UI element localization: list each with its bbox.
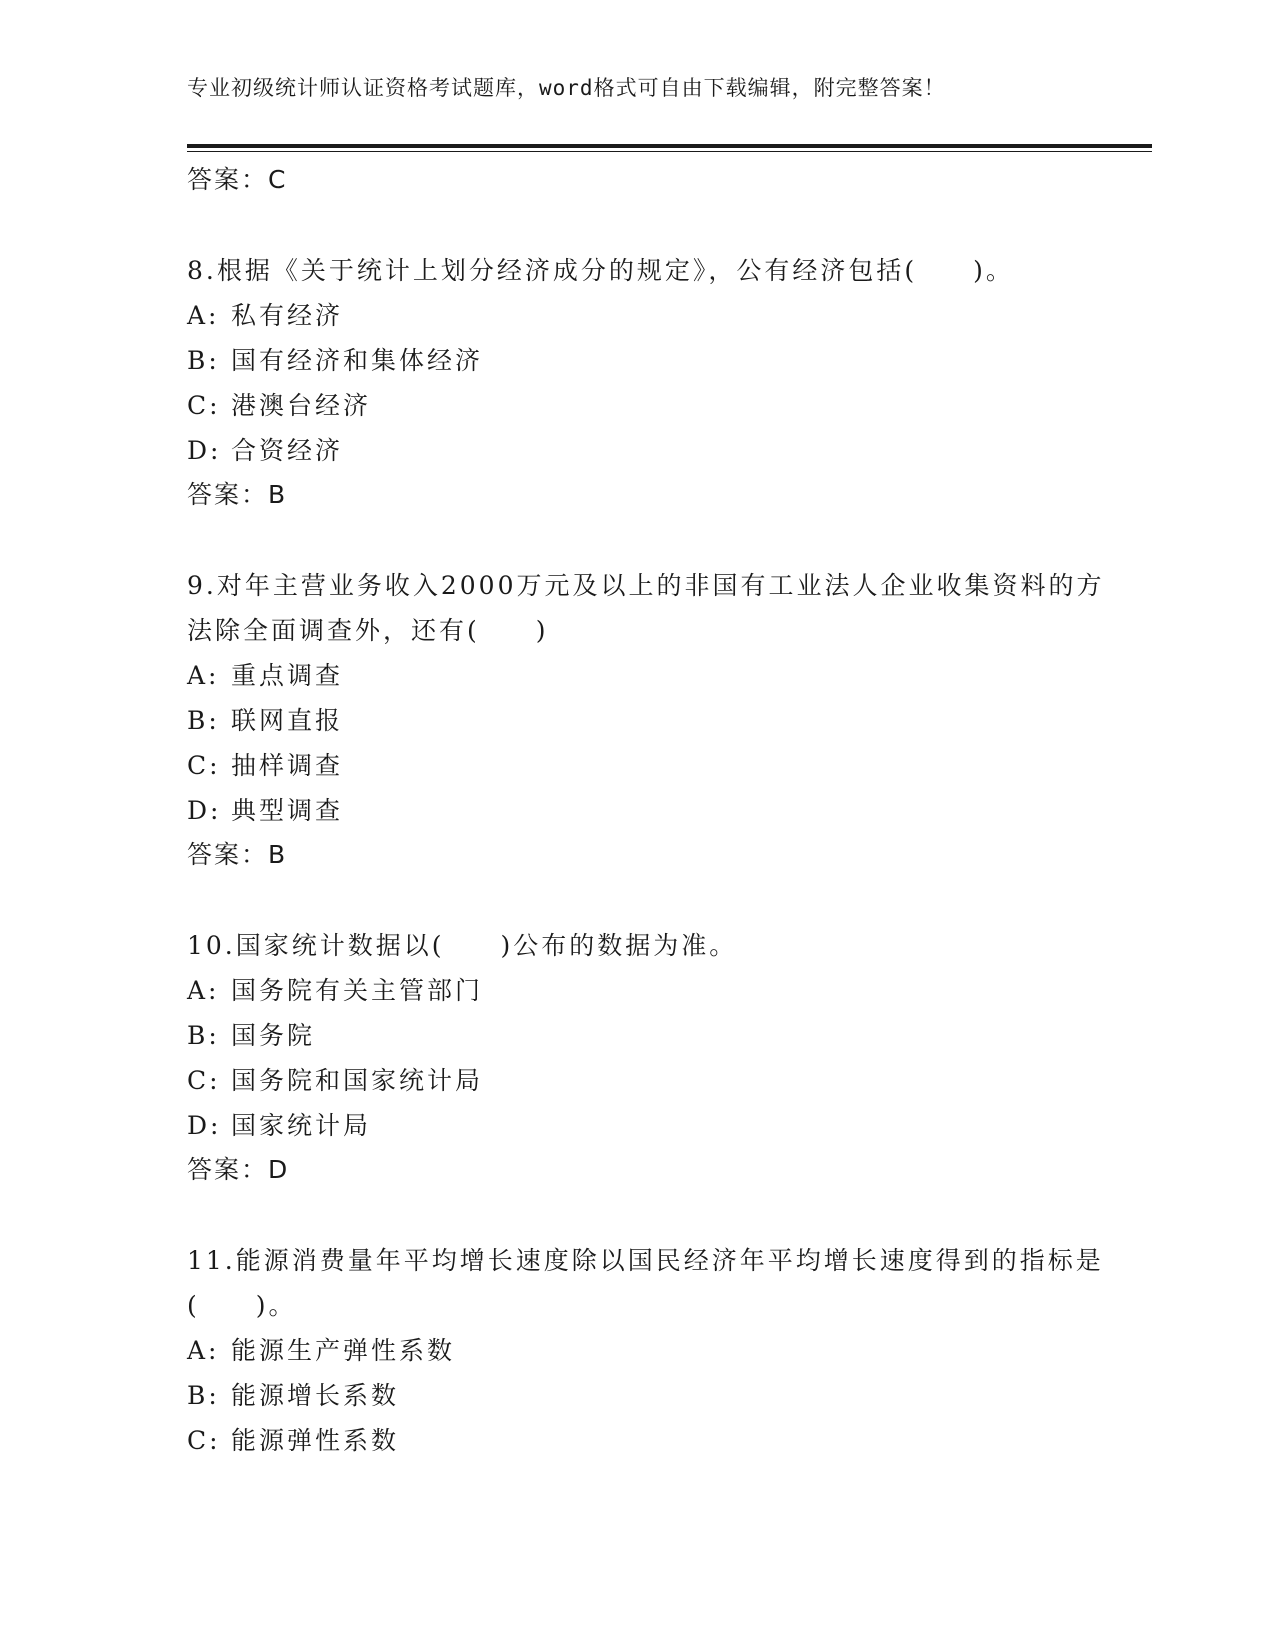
question-8	[187, 248, 1107, 517]
option-text: 国务院有关主管部门	[231, 976, 484, 1005]
answer-line: 答案：D	[187, 1155, 290, 1184]
option-c	[187, 743, 1107, 788]
previous-answer: 答案：C	[187, 165, 288, 194]
option-text: 国有经济和集体经济	[231, 346, 484, 375]
question-stem: 10.国家统计数据以( )公布的数据为准。	[187, 931, 738, 960]
option-letter: A:	[187, 661, 220, 690]
option-letter: D:	[187, 436, 222, 465]
option-c	[187, 383, 1107, 428]
option-b	[187, 698, 1107, 743]
option-a	[187, 653, 1107, 698]
page-header: 专业初级统计师认证资格考试题库，word格式可自由下载编辑，附完整答案！	[187, 76, 946, 100]
option-letter: C:	[187, 1426, 221, 1455]
option-letter: D:	[187, 1111, 222, 1140]
option-letter: B:	[187, 346, 220, 375]
option-text: 抽样调查	[231, 751, 344, 780]
option-b	[187, 338, 1107, 383]
option-d	[187, 1103, 1107, 1148]
option-d	[187, 428, 1107, 473]
option-letter: D:	[187, 796, 222, 825]
option-text: 私有经济	[231, 301, 344, 330]
option-d	[187, 788, 1107, 833]
option-c	[187, 1058, 1107, 1103]
option-letter: C:	[187, 751, 221, 780]
option-text: 联网直报	[231, 706, 344, 735]
option-text: 重点调查	[231, 661, 344, 690]
option-letter: A:	[187, 976, 220, 1005]
question-10	[187, 923, 1107, 1192]
option-text: 典型调查	[231, 796, 344, 825]
option-text: 能源增长系数	[231, 1381, 400, 1410]
option-letter: A:	[187, 301, 220, 330]
question-stem: 11.能源消费量年平均增长速度除以国民经济年平均增长速度得到的指标是( )。	[187, 1246, 1104, 1320]
option-text: 港澳台经济	[231, 391, 372, 420]
question-list	[187, 158, 1107, 1463]
option-letter: C:	[187, 391, 221, 420]
option-text: 能源弹性系数	[231, 1426, 400, 1455]
option-letter: A:	[187, 1336, 220, 1365]
option-a	[187, 1328, 1107, 1373]
option-letter: B:	[187, 706, 220, 735]
question-stem: 8.根据《关于统计上划分经济成分的规定》，公有经济包括( )。	[187, 256, 1014, 285]
question-9	[187, 563, 1107, 877]
option-c	[187, 1418, 1107, 1463]
question-11	[187, 1238, 1107, 1463]
option-letter: C:	[187, 1066, 221, 1095]
option-text: 国务院和国家统计局	[231, 1066, 484, 1095]
answer-line: 答案：B	[187, 480, 288, 509]
answer-line: 答案：B	[187, 840, 288, 869]
option-text: 国家统计局	[231, 1111, 372, 1140]
header-divider	[187, 144, 1152, 148]
option-a	[187, 293, 1107, 338]
option-text: 国务院	[231, 1021, 316, 1050]
option-text: 能源生产弹性系数	[231, 1336, 456, 1365]
option-a	[187, 968, 1107, 1013]
option-b	[187, 1013, 1107, 1058]
option-letter: B:	[187, 1381, 220, 1410]
option-letter: B:	[187, 1021, 220, 1050]
question-stem: 9.对年主营业务收入2000万元及以上的非国有工业法人企业收集资料的方法除全面调查外，还有( )	[187, 571, 1105, 645]
option-b	[187, 1373, 1107, 1418]
option-text: 合资经济	[231, 436, 344, 465]
